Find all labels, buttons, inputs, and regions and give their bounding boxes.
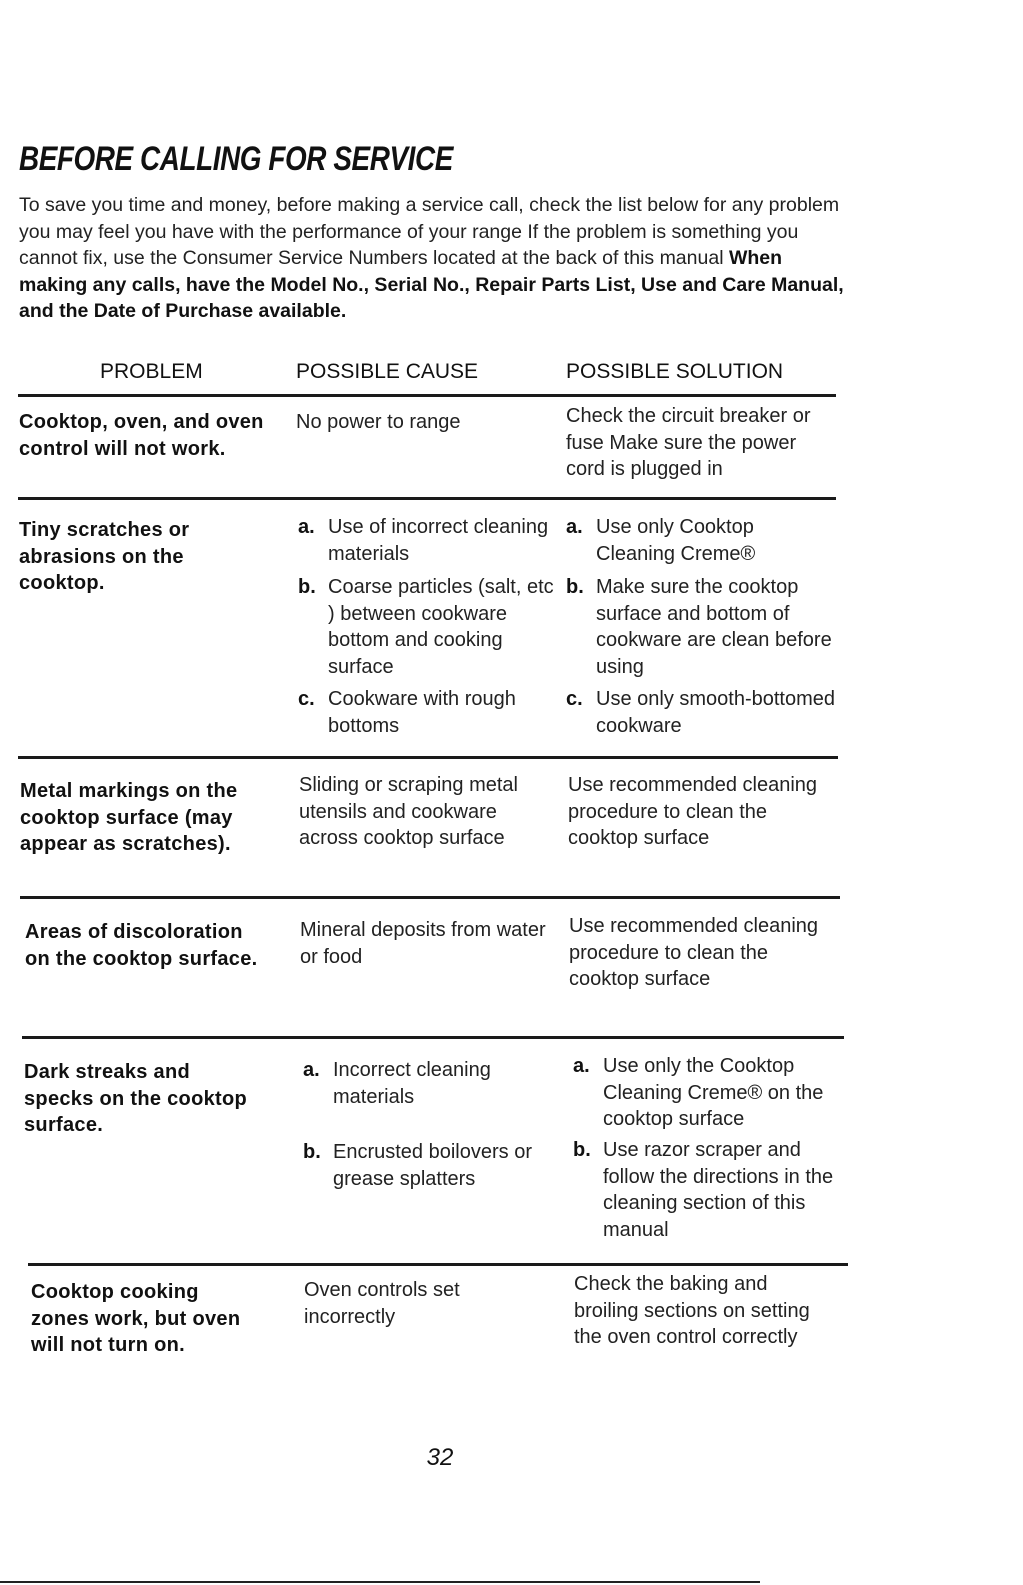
- header-divider: [18, 394, 836, 397]
- row3-solution: Use recommended cleaning procedure to clean the cooktop surface: [568, 774, 818, 849]
- row-divider: [18, 497, 836, 500]
- item-text: Incorrect cleaning materials: [333, 1059, 491, 1108]
- row-divider: [18, 756, 838, 759]
- row5-cause-b: [303, 1139, 563, 1192]
- row3-cause: Sliding or scraping metal utensils and cookware across cooktop surface: [299, 774, 518, 849]
- header-problem: PROBLEM: [100, 360, 203, 383]
- row2-solution-c: [566, 686, 836, 739]
- page-title: BEFORE CALLING FOR SERVICE: [19, 140, 453, 178]
- item-label: a.: [298, 516, 315, 538]
- item-text: Make sure the cooktop surface and bottom of cookware are clean before using: [596, 576, 832, 678]
- row4-solution: Use recommended cleaning procedure to clean the cooktop surface: [569, 915, 819, 990]
- row5-solution-b: [573, 1137, 843, 1243]
- intro-paragraph: [19, 192, 849, 325]
- header-solution: POSSIBLE SOLUTION: [566, 360, 784, 383]
- item-text: Use of incorrect cleaning materials: [328, 516, 549, 565]
- row6-solution: Check the baking and broiling sections on setting the oven control correctly: [574, 1273, 810, 1348]
- item-label: a.: [303, 1059, 320, 1081]
- row-divider: [28, 1263, 848, 1266]
- row3-problem: Metal markings on the cooktop surface (may appear as scratches).: [20, 780, 238, 855]
- row4-cause: Mineral deposits from water or food: [300, 919, 546, 968]
- item-text: Use razor scraper and follow the directions in the cleaning section of this manual: [603, 1139, 834, 1241]
- item-text: Use only smooth-bottomed cookware: [596, 688, 836, 737]
- row5-solution-a: [573, 1053, 843, 1133]
- row2-cause-b: [298, 574, 558, 680]
- item-label: b.: [566, 576, 584, 598]
- intro-text: To save you time and money, before making a service call, check the list below for any problem you may feel you have with the performance of your range If the problem is something you cannot fix, use the Consumer Service Numbers located at the back of this manual: [19, 194, 840, 269]
- row2-cause-c: [298, 686, 558, 739]
- item-text: Cookware with rough bottoms: [328, 688, 516, 737]
- item-label: b.: [298, 576, 316, 598]
- item-label: b.: [303, 1141, 321, 1163]
- row1-solution: Check the circuit breaker or fuse Make sure the power cord is plugged in: [566, 405, 811, 480]
- item-text: Use only the Cooktop Cleaning Creme® on the cooktop surface: [603, 1055, 824, 1130]
- item-label: b.: [573, 1139, 591, 1161]
- row6-cause: Oven controls set incorrectly: [304, 1279, 460, 1328]
- row2-problem: Tiny scratches or abrasions on the cooktop.: [19, 519, 190, 594]
- item-text: Coarse particles (salt, etc ) between cookware bottom and cooking surface: [328, 576, 554, 678]
- item-text: Encrusted boilovers or grease splatters: [333, 1141, 532, 1190]
- row5-problem: Dark streaks and specks on the cooktop surface.: [24, 1061, 248, 1136]
- row4-problem: Areas of discoloration on the cooktop surface.: [25, 921, 258, 970]
- row1-problem: Cooktop, oven, and oven control will not work.: [19, 411, 264, 460]
- row5-cause-a: [303, 1057, 563, 1110]
- row6-problem: Cooktop cooking zones work, but oven will not turn on.: [31, 1281, 241, 1356]
- item-label: c.: [566, 688, 583, 710]
- item-text: Use only Cooktop Cleaning Creme®: [596, 516, 756, 565]
- row2-solution-b: [566, 574, 836, 680]
- bottom-edge-line: [0, 1581, 760, 1583]
- item-label: a.: [566, 516, 583, 538]
- header-cause: POSSIBLE CAUSE: [296, 360, 479, 383]
- item-label: c.: [298, 688, 315, 710]
- row2-cause-a: [298, 514, 558, 567]
- page-number: 32: [426, 1444, 454, 1471]
- row1-cause: No power to range: [296, 411, 461, 433]
- intro-bold-text: When making any calls, have the Model No., Serial No., Repair Parts List, Use and Care Manual, and the Date of Purchase available.: [19, 247, 844, 322]
- row-divider: [20, 896, 840, 899]
- row2-solution-a: [566, 514, 836, 567]
- item-label: a.: [573, 1055, 590, 1077]
- row-divider: [22, 1036, 844, 1039]
